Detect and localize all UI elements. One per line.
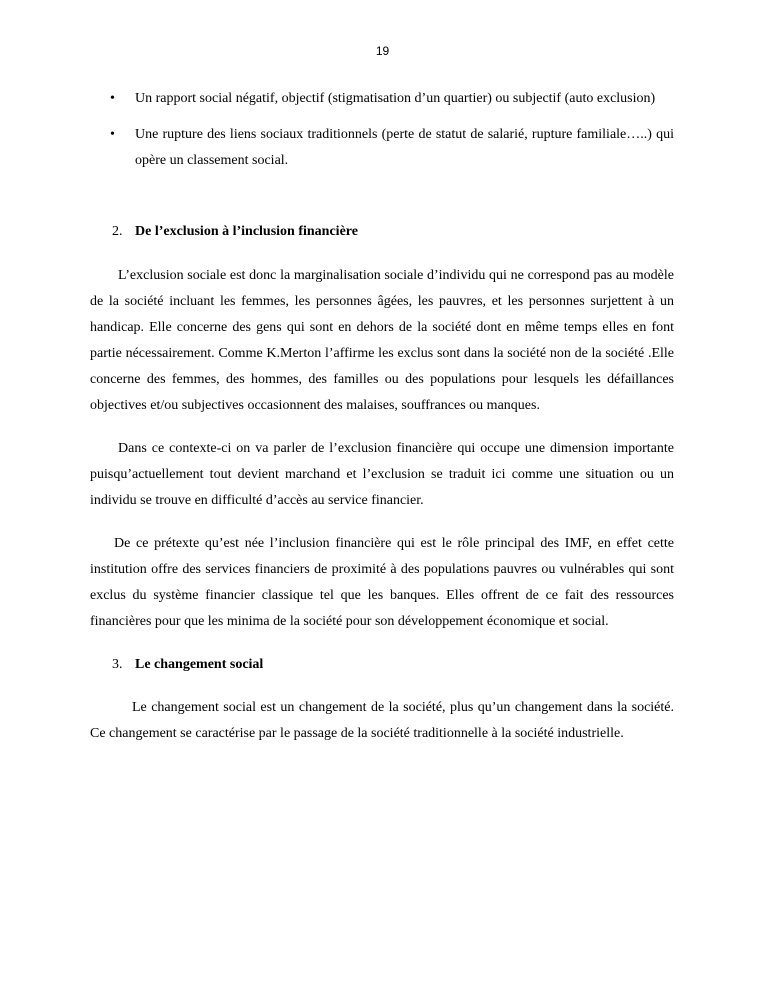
section-number: 2.: [112, 224, 123, 239]
document-body: [90, 86, 674, 764]
paragraph: Dans ce contexte-ci on va parler de l’exclusion financière qui occupe une dimension importante puisqu’actuellement tout devient marchand et l’exclusion se traduit ici comme une situation ou un individu se trouve en difficulté d’accès au service financier.: [90, 441, 674, 508]
bullet-item: [90, 122, 674, 174]
paragraph: Le changement social est un changement de la société, plus qu’un changement dans la société. Ce changement se caractérise par le passage de la société traditionnelle à la société industrielle.: [90, 700, 674, 741]
bullet-text: Un rapport social négatif, objectif (stigmatisation d’un quartier) ou subjectif (auto exclusion): [135, 91, 656, 106]
bullet-item: [90, 86, 674, 112]
bullet-icon: •: [110, 127, 115, 142]
section-number: 3.: [112, 657, 123, 672]
section-heading: [90, 219, 674, 245]
bullet-text: Une rupture des liens sociaux traditionnels (perte de statut de salarié, rupture familiale…..) qui opère un classement social.: [135, 127, 674, 168]
section-title: De l’exclusion à l’inclusion financière: [135, 224, 358, 239]
paragraph: De ce prétexte qu’est née l’inclusion financière qui est le rôle principal des IMF, en effet cette institution offre des services financiers de proximité à des populations pauvres ou vulnérables qui sont exclus du système financier classique tel que les banques. Elles offrent de ce fait des ressources financières pour que les minima de la société pour son développement économique et social.: [90, 536, 674, 629]
page-number: 19: [375, 44, 390, 58]
bullet-icon: •: [110, 91, 115, 106]
section-heading: [90, 652, 674, 678]
section-title: Le changement social: [135, 657, 264, 672]
paragraph: L’exclusion sociale est donc la marginalisation sociale d’individu qui ne correspond pas au modèle de la société incluant les femmes, les personnes âgées, les pauvres, et les personnes surjettent à un handicap. Elle concerne des gens qui sont en dehors de la société dont en même temps elles en font partie nécessairement. Comme K.Merton l’affirme les exclus sont dans la société non de la société .Elle concerne des femmes, des hommes, des familles ou des populations pour lesquels les défaillances objectives et/ou subjectives occasionnent des malaises, souffrances ou manques.: [90, 268, 674, 413]
bullet-list: [90, 86, 674, 174]
